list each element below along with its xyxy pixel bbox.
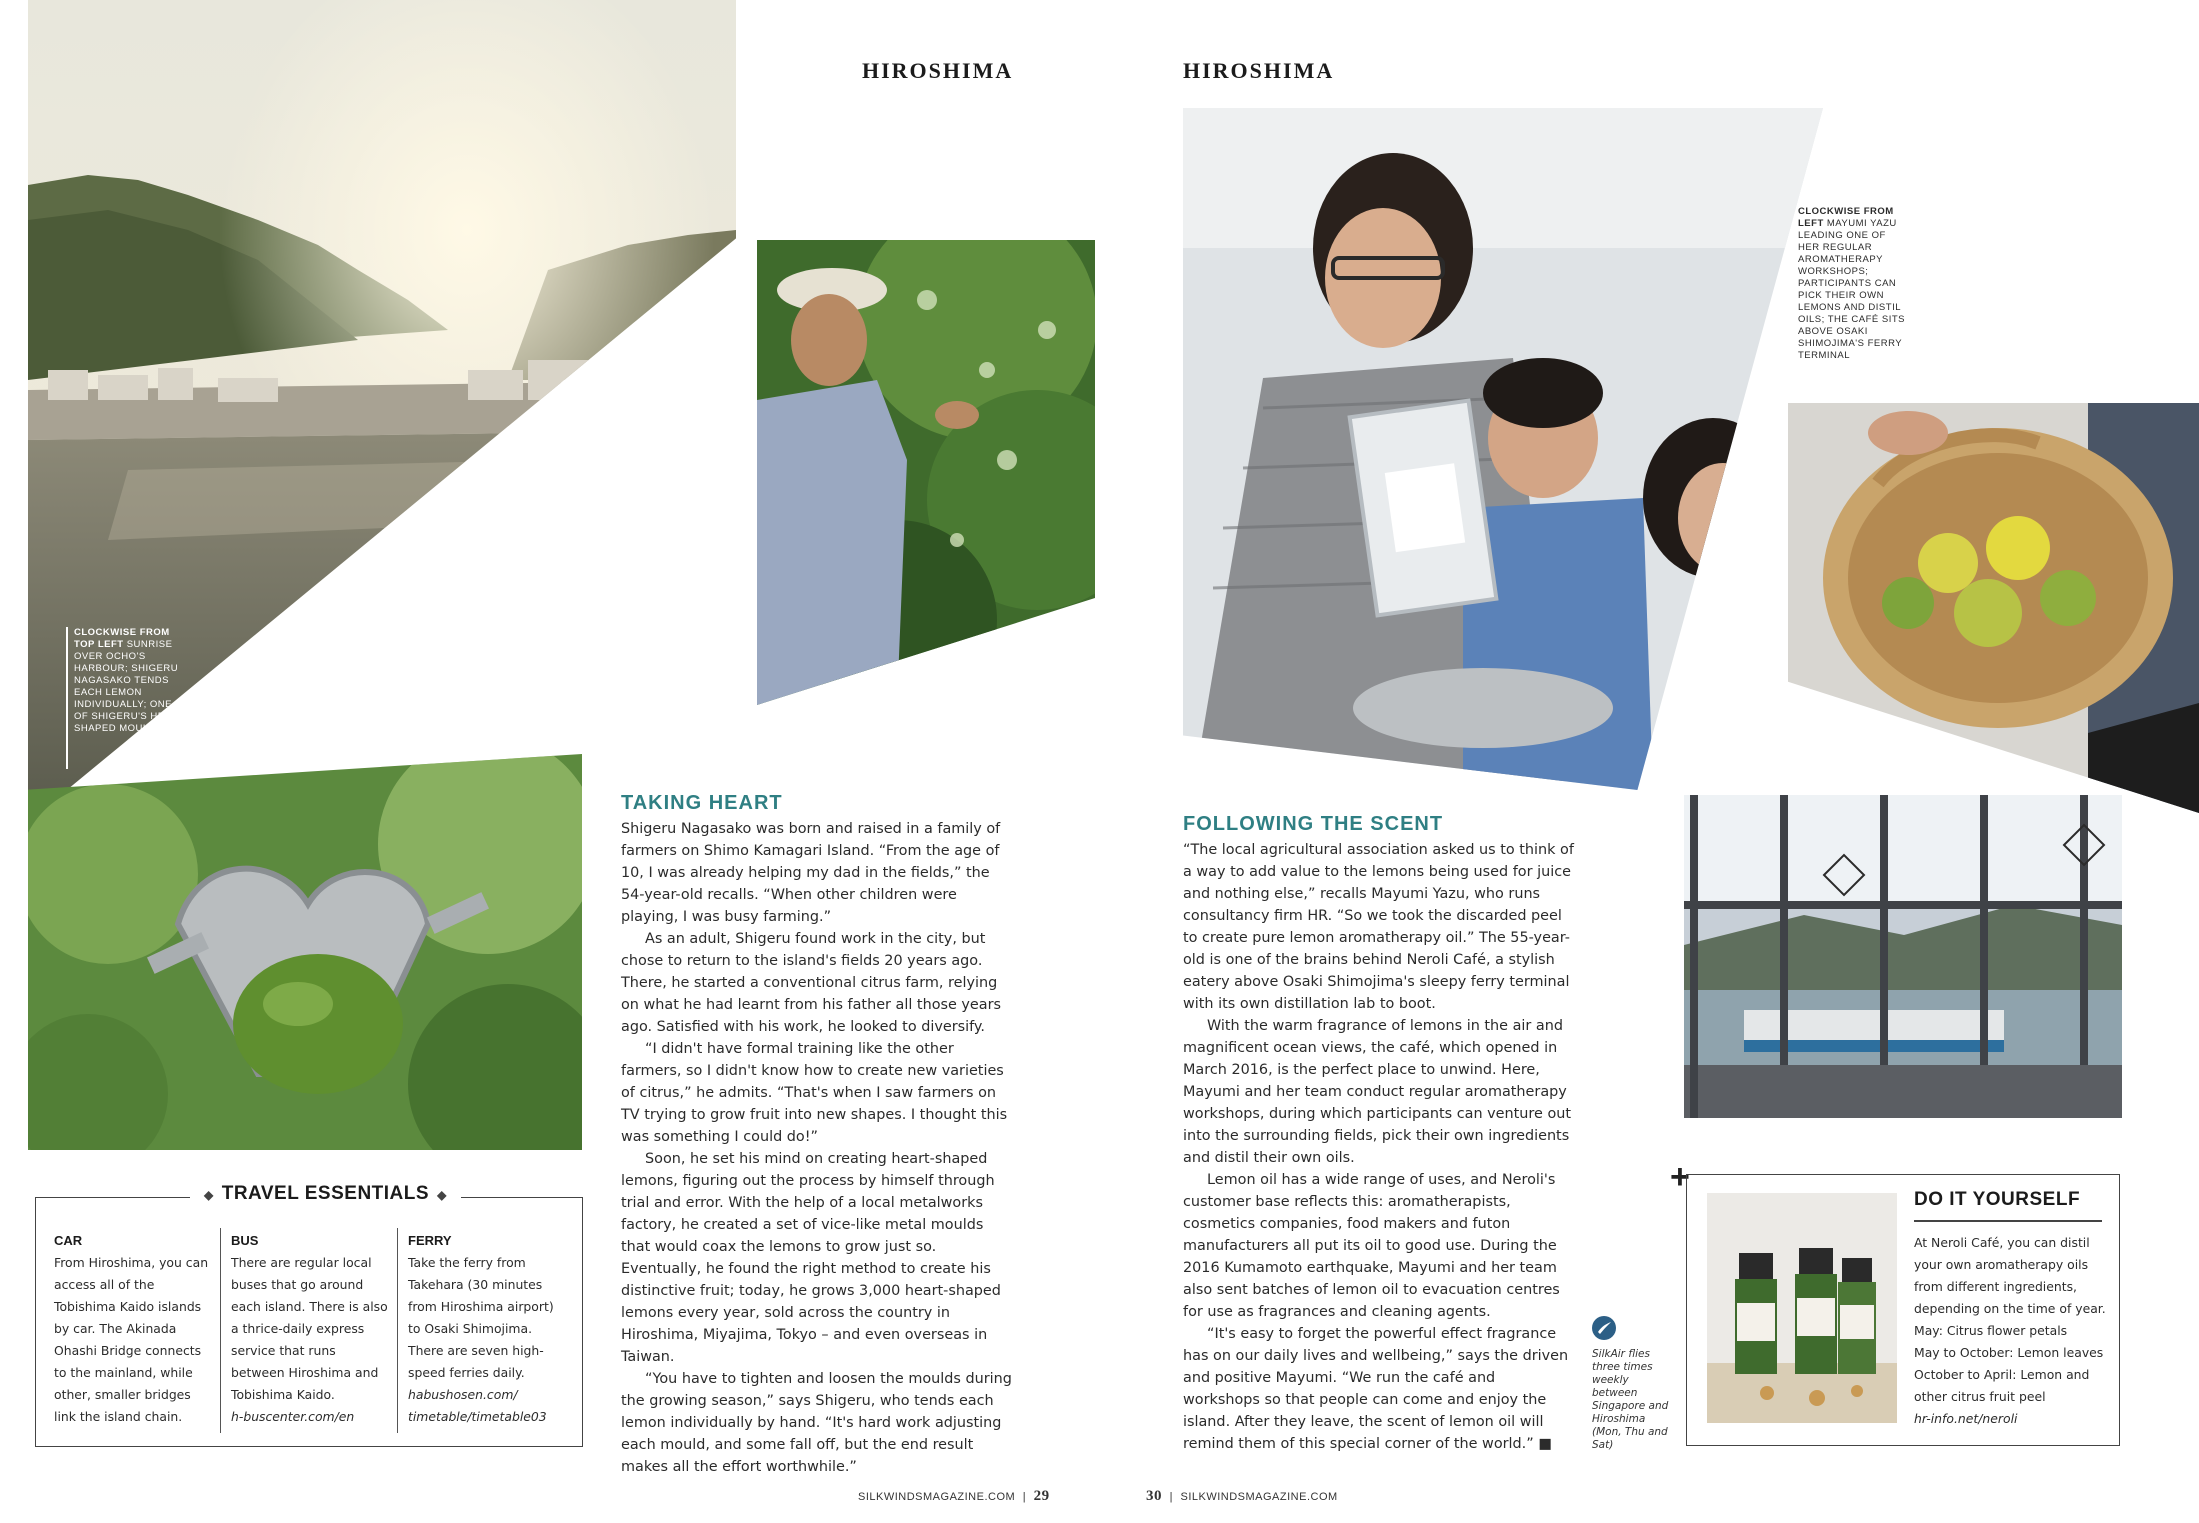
folio-separator: | [1169, 1491, 1173, 1503]
workshop-photo [1183, 108, 1823, 790]
left-photo-caption [74, 627, 189, 735]
right-photo-caption [1798, 206, 1908, 362]
diy-title-rule [1914, 1220, 2102, 1222]
te-col-title: FERRY [408, 1233, 452, 1248]
lemon-basket-photo [1788, 403, 2199, 813]
folio-page-number: 30 [1146, 1488, 1162, 1504]
diy-body [1914, 1232, 2106, 1430]
ferry-link[interactable]: habushosen.com/ timetable/timetable03 [408, 1387, 547, 1424]
diy-line: At Neroli Café, you can distil your own aromatherapy oils from different ingredients, depending on the time of year. [1914, 1235, 2106, 1316]
te-divider-2 [397, 1228, 398, 1433]
folio-page-number: 29 [1033, 1488, 1050, 1504]
taking-heart-heading: TAKING HEART [621, 792, 783, 814]
te-column-ferry [408, 1233, 568, 1428]
article-paragraph: Soon, he set his mind on creating heart-shaped lemons, figuring out the process by himself through trial and error. With the help of a local metalworks factory, he created a set of vice-like metal moulds that would coax the lemons to grow just so. Eventually, he found the right method to create his distinctive fruit; today, he grows 3,000 heart-shaped lemons every year, sold across the country in Hiroshima, Miyajima, Tokyo – and even overseas in Taiwan. [621, 1151, 1001, 1365]
taking-heart-body [621, 818, 1013, 1478]
diy-title: DO IT YOURSELF [1914, 1189, 2081, 1210]
article-paragraph: “It's easy to forget the powerful effect fragrance has on our daily lives and wellbeing,” says the driven and positive Mayumi. “We run the café and workshops so that people can come and enjoy the island. After they leave, the scent of lemon oil will remind them of this special corner of the world.” ■ [1183, 1326, 1569, 1452]
left-photo-caption-rule [66, 627, 68, 769]
te-column-car [54, 1233, 214, 1428]
te-divider-1 [220, 1228, 221, 1433]
aroma-bottles-photo [1707, 1193, 1897, 1423]
article-paragraph: Shigeru Nagasako was born and raised in a family of farmers on Shimo Kamagari Island. “From the age of 10, I was already helping my dad in the fields,” the 54-year-old recalls. “When other children were playing, I was busy farming.” [621, 821, 1001, 925]
diy-line: May to October: Lemon leaves [1914, 1345, 2104, 1360]
shigeru-photo [757, 240, 1095, 705]
travel-essentials-title [190, 1183, 461, 1205]
te-bus-text: There are regular local buses that go around each island. There is also a thrice-daily express service that runs between Hiroshima and Tobishima Kaido. [231, 1255, 388, 1402]
article-paragraph: “I didn't have formal training like the other farmers, so I didn't know how to create new varieties of citrus,” he admits. “That's when I saw farmers on TV trying to grow fruit into new shapes. I thought this was something I could do!” [621, 1041, 1008, 1145]
travel-essentials-marker-left: ◆ [204, 1188, 214, 1202]
diy-line: October to April: Lemon and other citrus fruit peel [1914, 1367, 2090, 1404]
article-paragraph: “You have to tighten and loosen the moulds during the growing season,” says Shigeru, who tends each lemon individually by hand. “It's hard work adjusting each mould, and some fall off, but the end result makes all the effort worthwhile.” [621, 1371, 1012, 1475]
travel-essentials-marker-right: ◆ [437, 1188, 447, 1202]
te-col-title: CAR [54, 1233, 83, 1248]
following-scent-heading: FOLLOWING THE SCENT [1183, 813, 1444, 835]
silkair-note: SilkAir flies three times weekly between Singapore and Hiroshima (Mon, Thu and Sat) [1592, 1348, 1669, 1451]
following-scent-body [1183, 839, 1575, 1455]
te-col-text: From Hiroshima, you can access all of the Tobishima Kaido islands by car. The Akinada Ohashi Bridge connects to the mainland, while other, smaller bridges link the island chain. [54, 1255, 209, 1424]
te-col-text [231, 1252, 391, 1428]
article-paragraph: With the warm fragrance of lemons in the air and magnificent ocean views, the café, which opened in March 2016, is the perfect place to unwind. Here, Mayumi and her team conduct regular aromatherapy workshops, during which participants can venture out into the surrounding fields, pick their own ingredients and distil their own oils. [1183, 1018, 1572, 1166]
cafe-photo [1684, 795, 2122, 1118]
right-folio [1146, 1488, 1338, 1505]
caption-lead: CLOCKWISE FROM LEFT [1798, 206, 1894, 229]
travel-essentials-label: TRAVEL ESSENTIALS [221, 1183, 430, 1204]
folio-site: SILKWINDSMAGAZINE.COM [858, 1491, 1016, 1503]
diy-link[interactable]: hr-info.net/neroli [1914, 1411, 2018, 1426]
left-folio [858, 1488, 1050, 1505]
caption-text: SUNRISE OVER OCHO'S HARBOUR; SHIGERU NAGASAKO TENDS EACH LEMON INDIVIDUALLY; ONE OF SHIGERU'S HEART-SHAPED MOULDS [74, 639, 189, 734]
heart-mould-photo [28, 754, 582, 1150]
te-col-text [408, 1252, 568, 1428]
diy-line: May: Citrus flower petals [1914, 1323, 2068, 1338]
right-page-title: HIROSHIMA [1183, 58, 1335, 83]
article-paragraph: “The local agricultural association asked us to think of a way to add value to the lemons being used for juice and nothing else,” recalls Mayumi Yazu, who runs consultancy firm HR. “So we took the discarded peel to create pure lemon aromatherapy oil.” The 55-year-old is one of the brains behind Neroli Café, a stylish eatery above Osaki Shimojima's sleepy ferry terminal with its own distillation lab to boot. [1183, 842, 1574, 1012]
diy-plus-icon: + [1670, 1158, 1690, 1196]
bus-link[interactable]: h-buscenter.com/en [231, 1409, 355, 1424]
article-paragraph: As an adult, Shigeru found work in the city, but chose to return to the island's fields 20 years ago. There, he started a conventional citrus farm, relying on what he had learnt from his father all those years ago. Satisfied with his work, he looked to diversify. [621, 931, 1002, 1035]
te-col-title: BUS [231, 1233, 259, 1248]
te-ferry-text: Take the ferry from Takehara (30 minutes from Hiroshima airport) to Osaki Shimojima. There are seven high-speed ferries daily. [408, 1255, 554, 1380]
silkair-logo-icon [1592, 1316, 1616, 1340]
folio-separator: | [1022, 1491, 1027, 1503]
article-paragraph: Lemon oil has a wide range of uses, and Neroli's customer base reflects this: aromatherapists, cosmetics companies, food makers and futon manufacturers all put its oil to good use. During the 2016 Kumamoto earthquake, Mayumi and her team also sent batches of lemon oil to evacuation centres for use as fragrances and cleaning agents. [1183, 1172, 1560, 1320]
te-column-bus [231, 1233, 391, 1428]
left-page-title: HIROSHIMA [862, 58, 1014, 83]
caption-text: MAYUMI YAZU LEADING ONE OF HER REGULAR AROMATHERAPY WORKSHOPS; PARTICIPANTS CAN PICK THEIR OWN LEMONS AND DISTIL OILS; THE CAFÉ SITS ABOVE OSAKI SHIMOJIMA'S FERRY TERMINAL [1798, 218, 1905, 361]
caption-lead: CLOCKWISE FROM TOP LEFT [74, 627, 170, 650]
folio-site: SILKWINDSMAGAZINE.COM [1180, 1491, 1338, 1503]
